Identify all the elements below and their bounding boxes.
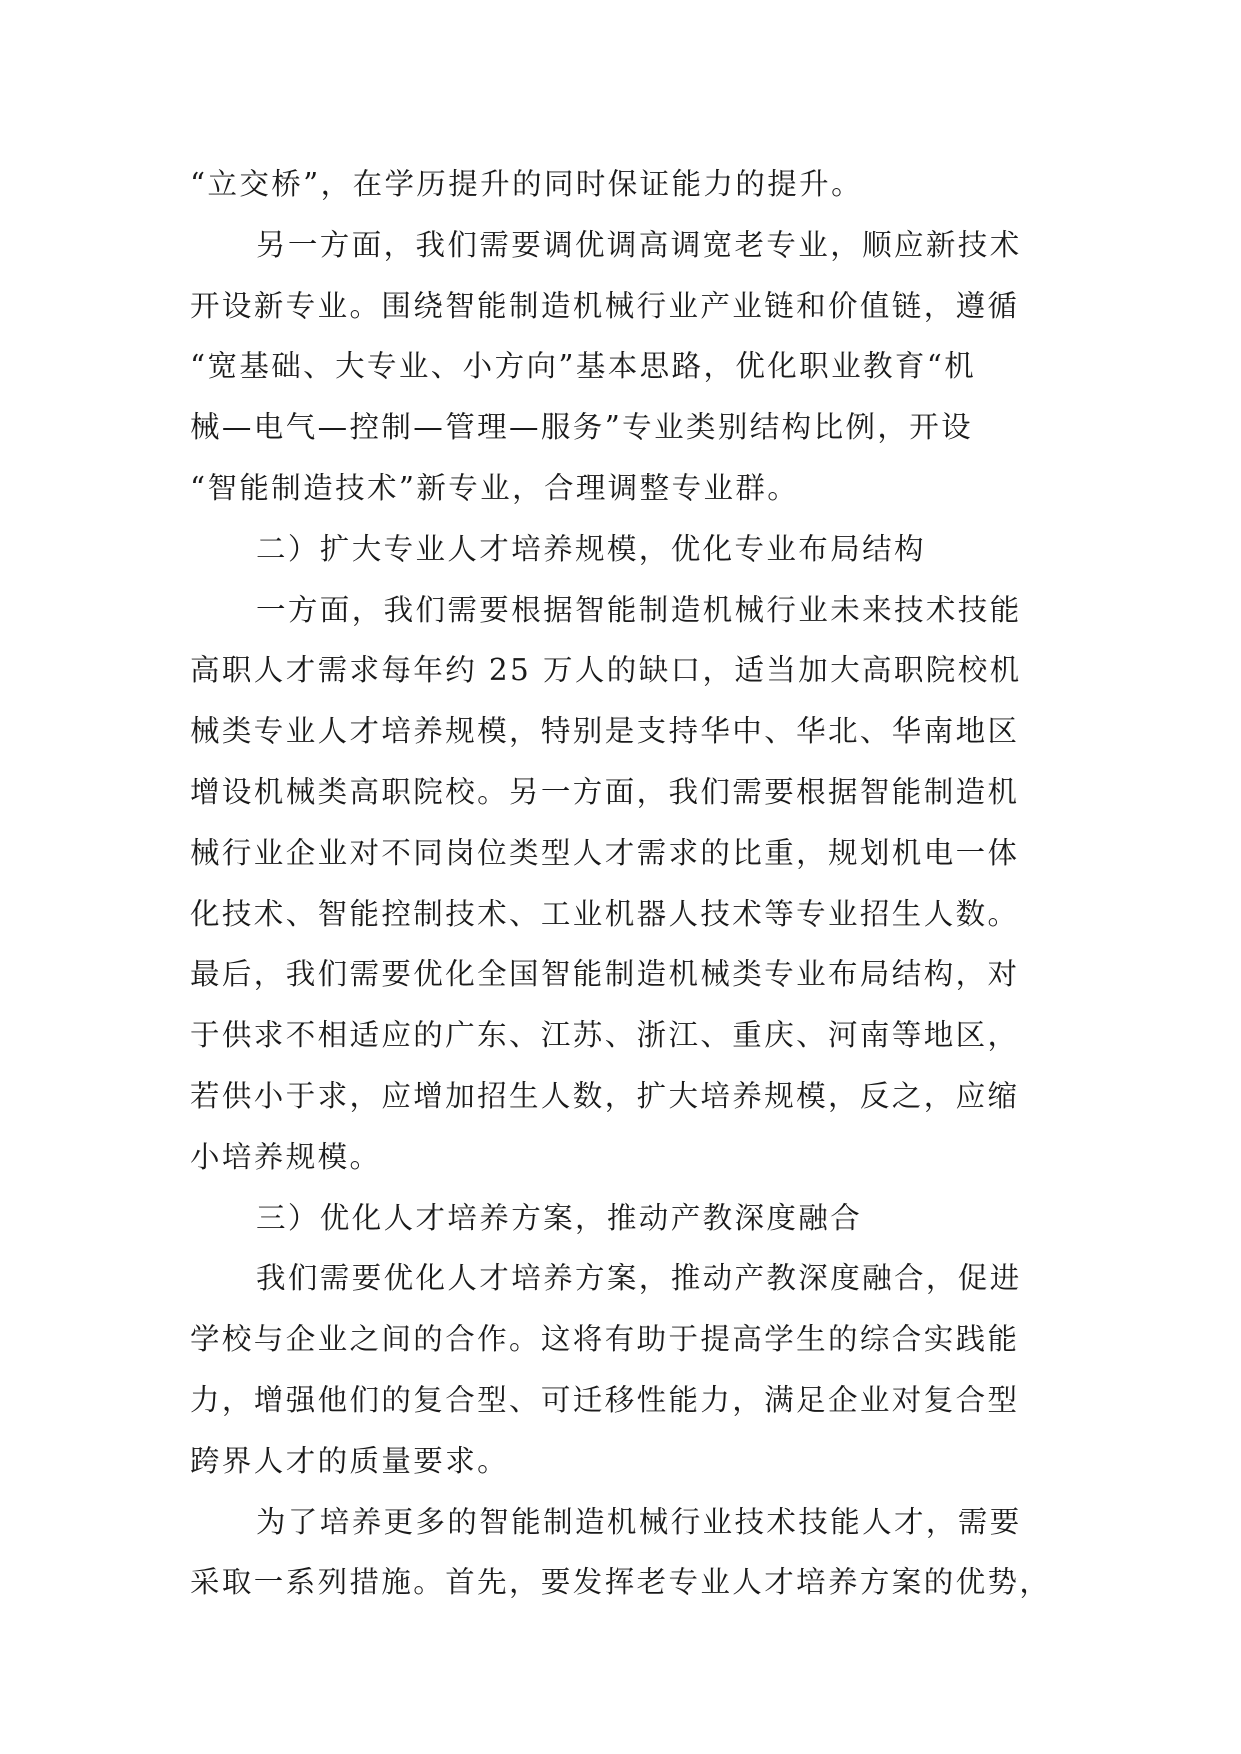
text-line: 械—电气—控制—管理—服务”专业类别结构比例，开设 — [190, 410, 974, 445]
document-body — [190, 154, 1075, 1613]
text-line: 采取一系列措施。首先，要发挥老专业人才培养方案的优势， — [190, 1565, 1052, 1600]
text-line: 若供小于求，应增加招生人数，扩大培养规模，反之，应缩 — [190, 1078, 1020, 1113]
text-line: 于供求不相适应的广东、江苏、浙江、重庆、河南等地区， — [190, 1018, 1020, 1053]
text-line: 化技术、智能控制技术、工业机器人技术等专业招生人数。 — [190, 896, 1020, 931]
text-line: 我们需要优化人才培养方案，推动产教深度融合，促进 — [256, 1261, 1022, 1296]
text-line: “宽基础、大专业、小方向”基本思路，优化职业教育“机 — [190, 349, 977, 384]
text-line: 一方面，我们需要根据智能制造机械行业未来技术技能 — [256, 592, 1022, 627]
text-line: 另一方面，我们需要调优调高调宽老专业，顺应新技术 — [256, 227, 1022, 262]
text-line: “智能制造技术”新专业，合理调整专业群。 — [190, 470, 800, 505]
text-line: 二）扩大专业人才培养规模，优化专业布局结构 — [256, 531, 926, 566]
text-line: 跨界人才的质量要求。 — [190, 1443, 510, 1478]
text-line: 三）优化人才培养方案，推动产教深度融合 — [256, 1200, 863, 1235]
text-line: 为了培养更多的智能制造机械行业技术技能人才，需要 — [256, 1504, 1022, 1539]
text-line: 小培养规模。 — [190, 1139, 382, 1174]
text-line: 最后，我们需要优化全国智能制造机械类专业布局结构，对 — [190, 957, 1020, 992]
text-line: 力，增强他们的复合型、可迁移性能力，满足企业对复合型 — [190, 1382, 1020, 1417]
text-line: “立交桥”，在学历提升的同时保证能力的提升。 — [190, 167, 863, 201]
text-line: 械行业企业对不同岗位类型人才需求的比重，规划机电一体 — [190, 835, 1020, 870]
text-line: 械类专业人才培养规模，特别是支持华中、华北、华南地区 — [190, 714, 1020, 749]
text-line: 高职人才需求每年约 25 万人的缺口，适当加大高职院校机 — [190, 653, 1022, 688]
text-line: 学校与企业之间的合作。这将有助于提高学生的综合实践能 — [190, 1322, 1020, 1357]
text-line: 增设机械类高职院校。另一方面，我们需要根据智能制造机 — [190, 774, 1020, 809]
text-line: 开设新专业。围绕智能制造机械行业产业链和价值链，遵循 — [190, 288, 1020, 323]
